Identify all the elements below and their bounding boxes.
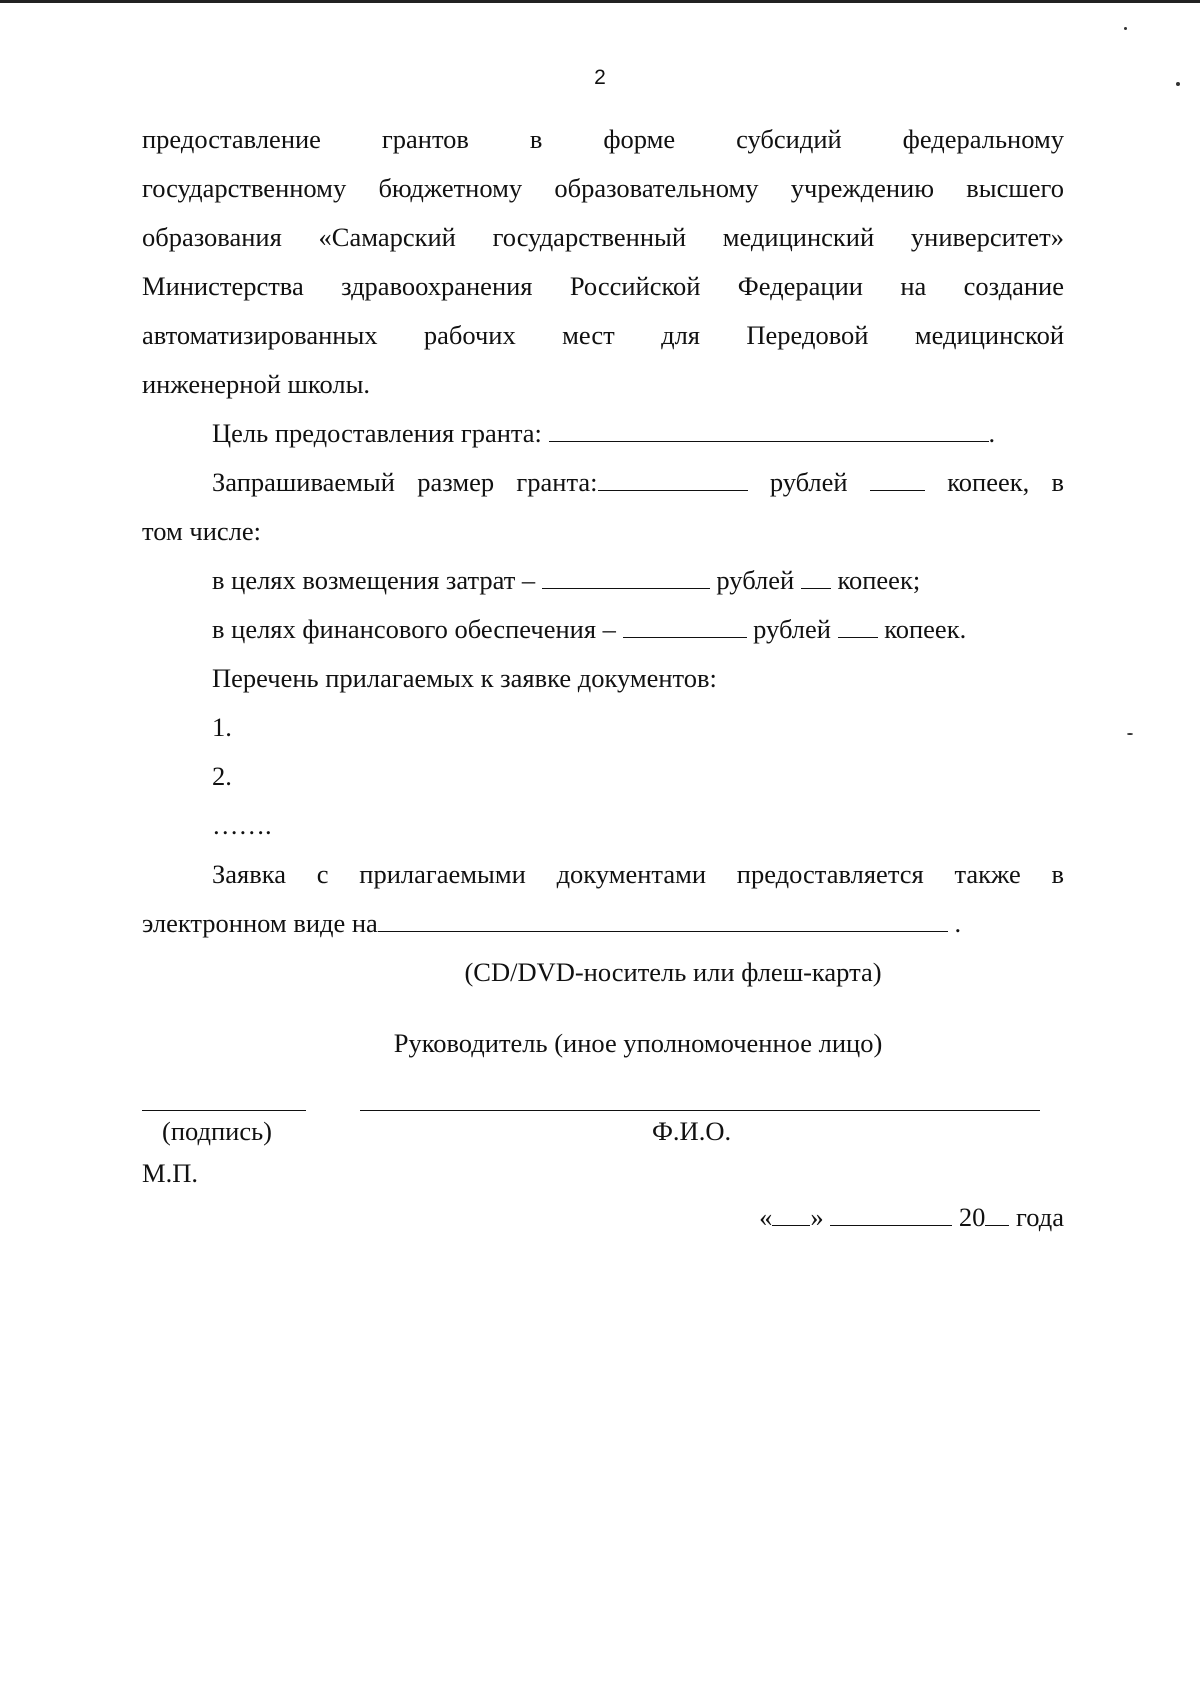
date-close-quote: » — [810, 1202, 824, 1233]
reimbursement-kop-field[interactable] — [801, 563, 831, 589]
grant-goal-label: Цель предоставления гранта: — [212, 418, 542, 448]
documents-item-2: 2. — [212, 761, 232, 791]
date-year-suffix: года — [1016, 1202, 1064, 1233]
intro-line-6: инженерной школы. — [142, 369, 371, 399]
stamp-place-label: М.П. — [142, 1158, 198, 1188]
electronic-media-field[interactable] — [378, 906, 948, 932]
fio-field[interactable] — [360, 1110, 1040, 1111]
page-number: 2 — [594, 66, 606, 89]
financing-rub-label: рублей — [753, 614, 831, 644]
reimbursement-rub-label: рублей — [716, 565, 795, 595]
scan-speck — [1124, 27, 1127, 30]
reimbursement-rub-field[interactable] — [542, 563, 710, 589]
grant-amount-kop-label: копеек, в — [947, 467, 1065, 497]
intro-line-1: предоставление грантов в форме субсидий федеральному — [142, 124, 1064, 154]
electronic-end: . — [954, 908, 962, 938]
intro-line-5: автоматизированных рабочих мест для Передовой медицинской — [142, 320, 1064, 350]
reimbursement-row — [142, 556, 1064, 605]
electronic-line-2 — [142, 899, 1064, 948]
date-year-prefix: 20 — [958, 1202, 986, 1233]
signature-field[interactable] — [142, 1110, 306, 1111]
document-body — [142, 115, 1064, 1068]
electronic-label: электронном виде на — [142, 908, 378, 938]
reimbursement-kop-label: копеек; — [837, 565, 921, 595]
documents-item-1: 1. — [212, 712, 232, 742]
reimbursement-label: в целях возмещения затрат – — [212, 565, 536, 595]
intro-line-4: Министерства здравоохранения Российской Федерации на создание — [142, 271, 1064, 301]
scan-speck — [1127, 733, 1133, 735]
financing-row — [142, 605, 1064, 654]
grant-amount-kop-field[interactable] — [870, 465, 925, 491]
financing-rub-field[interactable] — [623, 612, 747, 638]
grant-goal-row — [142, 409, 1064, 458]
grant-goal-field[interactable] — [549, 416, 989, 442]
grant-amount-rub-field[interactable] — [598, 465, 748, 491]
fio-label: Ф.И.О. — [652, 1116, 732, 1146]
documents-item-ellipsis: ……. — [212, 810, 272, 840]
intro-line-2: государственному бюджетному образовательному учреждению высшего — [142, 173, 1064, 203]
grant-amount-label: Запрашиваемый размер гранта: — [212, 467, 598, 497]
scan-speck — [1176, 82, 1180, 86]
documents-heading: Перечень прилагаемых к заявке документов: — [212, 663, 717, 693]
signature-label: (подпись) — [162, 1116, 273, 1146]
grant-goal-end: . — [988, 418, 996, 448]
financing-kop-field[interactable] — [838, 612, 878, 638]
date-day-field[interactable] — [772, 1200, 810, 1226]
electronic-line-1: Заявка с прилагаемыми документами предоставляется также в — [212, 859, 1064, 889]
grant-amount-rub-label: рублей — [769, 467, 848, 497]
media-note: (CD/DVD-носитель или флеш-карта) — [464, 957, 882, 987]
grant-amount-cont: том числе: — [142, 516, 261, 546]
date-month-field[interactable] — [830, 1200, 952, 1226]
date-open-quote: « — [759, 1202, 773, 1233]
grant-amount-row — [142, 458, 1064, 507]
intro-line-3: образования «Самарский государственный медицинский университет» — [142, 222, 1064, 252]
head-label: Руководитель (иное уполномоченное лицо) — [393, 1028, 883, 1058]
date-row — [759, 1200, 1064, 1233]
financing-kop-label: копеек. — [884, 614, 967, 644]
top-border-line — [0, 0, 1200, 3]
financing-label: в целях финансового обеспечения – — [212, 614, 616, 644]
date-year-field[interactable] — [985, 1200, 1009, 1226]
signature-block — [142, 1090, 1064, 1250]
